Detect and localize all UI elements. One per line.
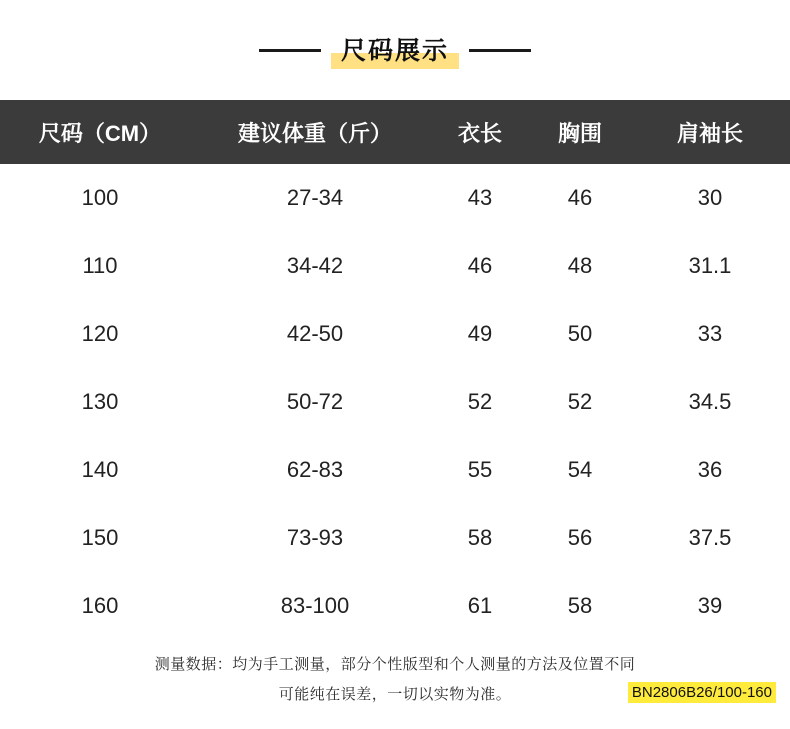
measurement-note-line-2: 可能纯在误差，一切以实物为准。 <box>278 686 512 703</box>
cell-weight: 50-72 <box>200 368 430 436</box>
cell-size: 130 <box>0 368 200 436</box>
column-header-shoulder-sleeve: 肩袖长 <box>630 100 790 164</box>
size-table <box>0 100 790 640</box>
cell-bust: 54 <box>530 436 630 504</box>
table-row <box>0 436 790 504</box>
cell-shoulder-sleeve: 37.5 <box>630 504 790 572</box>
cell-bust: 46 <box>530 164 630 232</box>
cell-weight: 27-34 <box>200 164 430 232</box>
cell-weight: 34-42 <box>200 232 430 300</box>
table-row <box>0 300 790 368</box>
table-row <box>0 164 790 232</box>
product-code-badge: BN2806B26/100-160 <box>628 682 776 703</box>
cell-weight: 62-83 <box>200 436 430 504</box>
cell-shoulder-sleeve: 33 <box>630 300 790 368</box>
cell-length: 43 <box>430 164 530 232</box>
cell-size: 150 <box>0 504 200 572</box>
column-header-length: 衣长 <box>430 100 530 164</box>
cell-weight: 83-100 <box>200 572 430 640</box>
cell-length: 58 <box>430 504 530 572</box>
table-row <box>0 572 790 640</box>
cell-bust: 58 <box>530 572 630 640</box>
table-row <box>0 232 790 300</box>
cell-shoulder-sleeve: 36 <box>630 436 790 504</box>
page-title: 尺码展示 <box>340 37 449 65</box>
column-header-weight: 建议体重（斤） <box>200 100 430 164</box>
cell-length: 55 <box>430 436 530 504</box>
cell-size: 110 <box>0 232 200 300</box>
size-table-body <box>0 164 790 640</box>
column-header-bust: 胸围 <box>530 100 630 164</box>
cell-size: 160 <box>0 572 200 640</box>
cell-weight: 73-93 <box>200 504 430 572</box>
table-row <box>0 368 790 436</box>
cell-shoulder-sleeve: 34.5 <box>630 368 790 436</box>
cell-shoulder-sleeve: 39 <box>630 572 790 640</box>
cell-shoulder-sleeve: 30 <box>630 164 790 232</box>
cell-bust: 48 <box>530 232 630 300</box>
title-rule-right <box>469 49 531 52</box>
cell-bust: 50 <box>530 300 630 368</box>
size-table-head <box>0 100 790 164</box>
cell-size: 120 <box>0 300 200 368</box>
cell-length: 61 <box>430 572 530 640</box>
cell-bust: 56 <box>530 504 630 572</box>
cell-length: 49 <box>430 300 530 368</box>
page-title-wrap <box>331 29 459 71</box>
table-header-row <box>0 100 790 164</box>
table-row <box>0 504 790 572</box>
measurement-note-line-1: 测量数据：均为手工测量，部分个性版型和个人测量的方法及位置不同 <box>154 656 636 673</box>
cell-weight: 42-50 <box>200 300 430 368</box>
cell-size: 140 <box>0 436 200 504</box>
cell-length: 52 <box>430 368 530 436</box>
column-header-size: 尺码（CM） <box>0 100 200 164</box>
cell-shoulder-sleeve: 31.1 <box>630 232 790 300</box>
page-title-block <box>0 0 790 100</box>
cell-size: 100 <box>0 164 200 232</box>
cell-length: 46 <box>430 232 530 300</box>
title-rule-left <box>259 49 321 52</box>
cell-bust: 52 <box>530 368 630 436</box>
